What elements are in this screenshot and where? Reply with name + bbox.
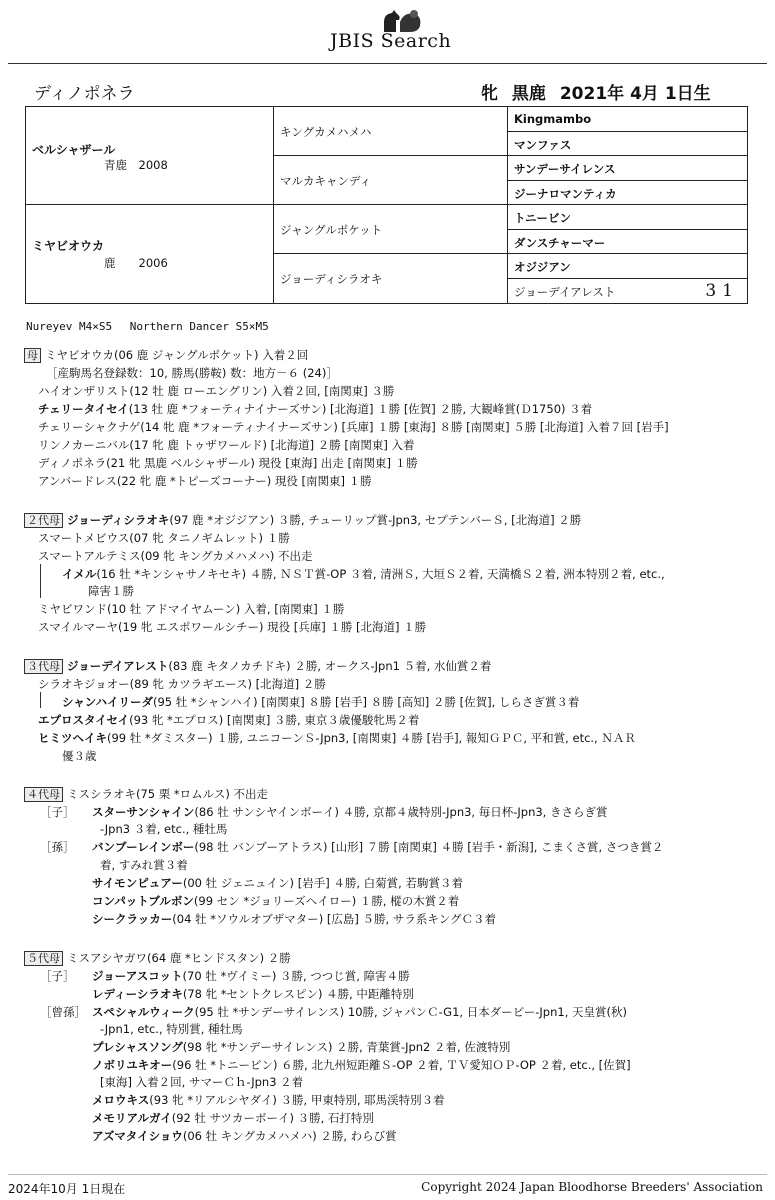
- relation-label-grandchild: ［孫］: [40, 840, 75, 854]
- pedigree-gen3-cell[interactable]: [508, 107, 747, 132]
- pedigree-gen2-name[interactable]: マルカキャンディ: [280, 174, 372, 188]
- section-tag: ３代母: [24, 659, 63, 674]
- relation-label-child: ［子］: [40, 805, 75, 819]
- family-code: 31: [705, 280, 739, 301]
- progeny-item: チェリーシャクナゲ(14 牝 鹿 *フォーティナイナーズサン) [兵庫] １勝 [東海] ８勝 [南関東] ５勝 [北海道] 入着７回 [岩手]: [38, 420, 669, 434]
- descendant-record-continued: -Jpn3 ３着, etc., 種牡馬: [100, 822, 228, 836]
- descendant-item: [92, 1057, 631, 1073]
- pedigree-gen3-cell[interactable]: [508, 156, 747, 181]
- pedigree-dam[interactable]: [26, 205, 274, 304]
- descendant-name[interactable]: バンブーレインボー: [92, 840, 195, 854]
- indent-bar: [40, 692, 41, 708]
- dam-color-year: 鹿 2006: [104, 256, 168, 270]
- descendant-record-continued: 着, すみれ賞３着: [100, 858, 188, 872]
- descendant-record: (78 牝 *セントクレスピン) ４勝, 中距離特別: [182, 987, 414, 1001]
- section-tag: ５代母: [24, 951, 63, 966]
- sire-name[interactable]: ベルシャザール: [32, 143, 116, 157]
- relation-label-great-grandchild: ［曾孫］: [40, 1005, 86, 1019]
- second-dam-record: (97 鹿 *オジジアン) ３勝, チューリップ賞-Jpn3, セプテンバーＳ, [北海道] ２勝: [169, 513, 582, 527]
- descendant-record: (00 牡 ジェニュイン) [岩手] ４勝, 白菊賞, 若駒賞３着: [182, 876, 463, 890]
- descendant-record: (96 牡 *トニービン) ６勝, 北九州短距離Ｓ-OP ２着, ＴＶ愛知ＯＰ-OP ２着, etc., [佐賀]: [172, 1058, 631, 1072]
- dam-progeny-stats: ［産駒馬名登録数：10, 勝馬(勝鞍) 数：地方－６ (24)］: [46, 366, 338, 380]
- descendant-item: [92, 911, 496, 927]
- footer-copyright: Copyright 2024 Japan Bloodhorse Breeders' Association: [421, 1180, 763, 1194]
- header-divider: [8, 63, 767, 64]
- progeny-record: (99 牡 *ダミスター) １勝, ユニコーンＳ-Jpn3, [南関東] ４勝 [岩手], 報知ＧＰＣ, 平和賞, etc., ＮＡＲ: [107, 731, 636, 745]
- descendant-item: [92, 1128, 397, 1144]
- pedigree-gen3-cell[interactable]: [508, 279, 747, 304]
- pedigree-gen2-name[interactable]: ジョーディシラオキ: [280, 272, 383, 286]
- pedigree-gen2-name[interactable]: ジャングルポケット: [280, 223, 383, 237]
- dam-name[interactable]: ミヤビオウカ: [32, 239, 105, 253]
- progeny-item: [38, 712, 419, 728]
- pedigree-gen2-name[interactable]: キングカメハメハ: [280, 125, 372, 139]
- descendant-record: (99 セン *ジョリーズヘイロー) １勝, 樅の木賞２着: [193, 894, 460, 908]
- descendant-item: [92, 1092, 445, 1108]
- pedigree-gen2-cell[interactable]: [274, 107, 508, 156]
- descendant-record: (70 牡 *ヴイミー) ３勝, つつじ賞, 障害４勝: [182, 969, 410, 983]
- pedigree-gen2-cell[interactable]: [274, 156, 508, 205]
- pedigree-gen3-cell[interactable]: [508, 181, 747, 206]
- relation-label-child: ［子］: [40, 969, 75, 983]
- footer-divider: [8, 1174, 767, 1175]
- section-tag: 母: [24, 348, 41, 363]
- fifth-dam-header: [24, 950, 291, 966]
- pedigree-gen3-name[interactable]: Kingmambo: [514, 112, 592, 126]
- horse-info: [481, 79, 719, 104]
- third-dam-record: (83 鹿 キタノカチドキ) ２勝, オークス-Jpn1 ５着, 水仙賞２着: [168, 659, 492, 673]
- pedigree-gen3-name[interactable]: オジジアン: [514, 260, 571, 274]
- descendant-name[interactable]: メロウキス: [92, 1093, 150, 1107]
- progeny-item: アンバードレス(22 牝 鹿 *トピーズコーナー) 現役 [南関東] １勝: [38, 474, 372, 488]
- progeny-item: シラオキジョオー(89 牝 カツラギエース) [北海道] ２勝: [38, 677, 326, 691]
- progeny-item: ディノポネラ(21 牝 黒鹿 ベルシャザール) 現役 [東海] 出走 [南関東] １勝: [38, 456, 418, 470]
- pedigree-gen3-name[interactable]: トニービン: [514, 211, 572, 225]
- descendant-record: (04 牡 *ソウルオブザマター) [広島] ５勝, サラ系キングＣ３着: [172, 912, 497, 926]
- progeny-item: ハイオンザリスト(12 牡 鹿 ローエングリン) 入着２回, [南関東] ３勝: [38, 384, 395, 398]
- fourth-dam-header: [24, 786, 268, 802]
- progeny-item: ミヤビワンド(10 牡 アドマイヤムーン) 入着, [南関東] １勝: [38, 602, 345, 616]
- pedigree-gen3-name[interactable]: サンデーサイレンス: [514, 162, 616, 176]
- grandprogeny-item: [62, 566, 665, 582]
- descendant-record: (92 牡 サツカーボーイ) ３勝, 石打特別: [171, 1111, 374, 1125]
- progeny-item: リンノカーニバル(17 牝 鹿 トゥザワールド) [北海道] ２勝 [南関東] 入着: [38, 438, 415, 452]
- second-dam-name[interactable]: ジョーディシラオキ: [67, 513, 170, 527]
- descendant-name[interactable]: スペシャルウィーク: [92, 1005, 195, 1019]
- descendant-name[interactable]: レディーシラオキ: [92, 987, 183, 1001]
- horse-name: ディノポネラ: [34, 84, 135, 104]
- descendant-name[interactable]: ジョーアスコット: [92, 969, 183, 983]
- descendant-record: (98 牡 バンブーアトラス) [山形] ７勝 [南関東] ４勝 [岩手・新潟], こまくさ賞, さつき賞２: [194, 840, 664, 854]
- progeny-name[interactable]: シャンハイリーダ: [62, 695, 153, 709]
- horse-color: 黒鹿: [511, 84, 546, 104]
- descendant-record: (86 牡 サンシヤインボーイ) ４勝, 京都４歳特別-Jpn3, 毎日杯-Jpn3, きさらぎ賞: [194, 805, 608, 819]
- progeny-record-continued: 障害１勝: [88, 584, 134, 598]
- pedigree-gen3-name[interactable]: ジョーデイアレスト: [514, 284, 616, 299]
- progeny-name[interactable]: ヒミツヘイキ: [38, 731, 107, 745]
- pedigree-table: [25, 106, 748, 304]
- descendant-item: [92, 839, 663, 855]
- section-tag: ２代母: [24, 513, 63, 528]
- descendant-item: [92, 968, 410, 984]
- descendant-name[interactable]: サイモンピュアー: [92, 876, 183, 890]
- progeny-item: スマートメビウス(07 牝 タニノギムレット) １勝: [38, 531, 290, 545]
- progeny-record: (95 牡 *シャンハイ) [南関東] ８勝 [岩手] ８勝 [高知] ２勝 [佐賀], しらさぎ賞３着: [152, 695, 580, 709]
- dam-section-header: [24, 347, 308, 363]
- progeny-item: [38, 730, 636, 746]
- descendant-item: [92, 1039, 510, 1055]
- grandprogeny-item: [62, 694, 579, 710]
- descendant-record: (93 牝 *リアルシヤダイ) ３勝, 甲東特別, 耶馬渓特別３着: [149, 1093, 445, 1107]
- progeny-item: スマートアルテミス(09 牝 キングカメハメハ) 不出走: [38, 549, 313, 563]
- progeny-item: [38, 401, 592, 417]
- pedigree-gen2-cell[interactable]: [274, 205, 508, 254]
- pedigree-gen2-cell[interactable]: [274, 254, 508, 304]
- descendant-name[interactable]: スターサンシャイン: [92, 805, 195, 819]
- progeny-record-continued: 優３歳: [62, 749, 97, 763]
- pedigree-gen3-name[interactable]: ジーナロマンティカ: [514, 186, 617, 201]
- pedigree-gen3-cell[interactable]: [508, 132, 747, 157]
- pedigree-gen3-name[interactable]: マンファス: [514, 137, 572, 152]
- pedigree-sire[interactable]: [26, 107, 274, 205]
- section-tag: ４代母: [24, 787, 63, 802]
- pedigree-gen3-cell[interactable]: [508, 254, 747, 279]
- descendant-record: (98 牝 *サンデーサイレンス) ２勝, 青葉賞-Jpn2 ２着, 佐渡特別: [182, 1040, 511, 1054]
- progeny-name[interactable]: チェリータイセイ: [38, 402, 129, 416]
- indent-bar: [40, 564, 41, 598]
- dam-summary: ミヤビオウカ(06 鹿 ジャングルポケット) 入着２回: [45, 348, 309, 362]
- second-dam-header: [24, 512, 581, 528]
- footer-date: 2024年10月 1日現在: [8, 1182, 126, 1196]
- pedigree-gen3-cell[interactable]: [508, 230, 747, 255]
- progeny-name[interactable]: イメル: [62, 567, 97, 581]
- descendant-item: [92, 875, 463, 891]
- descendant-name[interactable]: プレシャスソング: [92, 1040, 183, 1054]
- logo-text: JBIS Search: [330, 30, 452, 52]
- progeny-name[interactable]: エプロスタイセイ: [38, 713, 130, 727]
- progeny-record: (16 牡 *キンシャサノキセキ) ４勝, ＮＳＴ賞-OP ３着, 清洲Ｓ, 大垣Ｓ２着, 天満橋Ｓ２着, 洲本特別２着, etc.,: [96, 567, 665, 581]
- fourth-dam-summary: ミスシラオキ(75 栗 *ロムルス) 不出走: [67, 787, 268, 801]
- horse-sex: 牝: [481, 84, 498, 104]
- descendant-name[interactable]: コンパットブルボン: [92, 894, 194, 908]
- progeny-item: スマイルマーヤ(19 牝 エスポワールシチー) 現役 [兵庫] １勝 [北海道] １勝: [38, 620, 427, 634]
- pedigree-gen3-cell[interactable]: [508, 205, 747, 230]
- descendant-record-continued: -Jpn1, etc., 特別賞, 種牡馬: [100, 1022, 243, 1036]
- progeny-record: (93 牝 *エプロス) [南関東] ３勝, 東京３歳優駿牝馬２着: [129, 713, 420, 727]
- descendant-item: [92, 804, 608, 820]
- third-dam-header: [24, 658, 491, 674]
- descendant-name[interactable]: シークラッカー: [92, 912, 173, 926]
- descendant-name[interactable]: アズマタイショウ: [92, 1129, 183, 1143]
- pedigree-gen3-name[interactable]: ダンスチャーマー: [514, 235, 606, 250]
- progeny-record: (13 牡 鹿 *フォーティナイナーズサン) [北海道] １勝 [佐賀] ２勝, 大観峰賞(Ｄ1750) ３着: [128, 402, 593, 416]
- sire-color-year: 青鹿 2008: [104, 158, 168, 172]
- descendant-name[interactable]: ノボリユキオー: [92, 1058, 173, 1072]
- descendant-name[interactable]: メモリアルガイ: [92, 1111, 172, 1125]
- descendant-record: (06 牡 キングカメハメハ) ２勝, わらび賞: [182, 1129, 397, 1143]
- descendant-item: [92, 893, 459, 909]
- third-dam-name[interactable]: ジョーデイアレスト: [67, 659, 169, 673]
- fifth-dam-summary: ミスアシヤガワ(64 鹿 *ヒンドスタン) ２勝: [67, 951, 291, 965]
- jbis-logo[interactable]: [330, 8, 460, 54]
- descendant-record: (95 牡 *サンデーサイレンス) 10勝, ジャパンＣ-G1, 日本ダービー-Jpn1, 天皇賞(秋): [194, 1005, 627, 1019]
- inbreeding-note: Nureyev M4×S5 Northern Dancer S5×M5: [26, 320, 269, 333]
- descendant-item: [92, 986, 414, 1002]
- descendant-item: [92, 1004, 627, 1020]
- horse-birth: 2021年 4月 1日生: [559, 84, 711, 104]
- descendant-item: [92, 1110, 374, 1126]
- descendant-record-continued: [東海] 入着２回, サマーＣｈ-Jpn3 ２着: [100, 1075, 304, 1089]
